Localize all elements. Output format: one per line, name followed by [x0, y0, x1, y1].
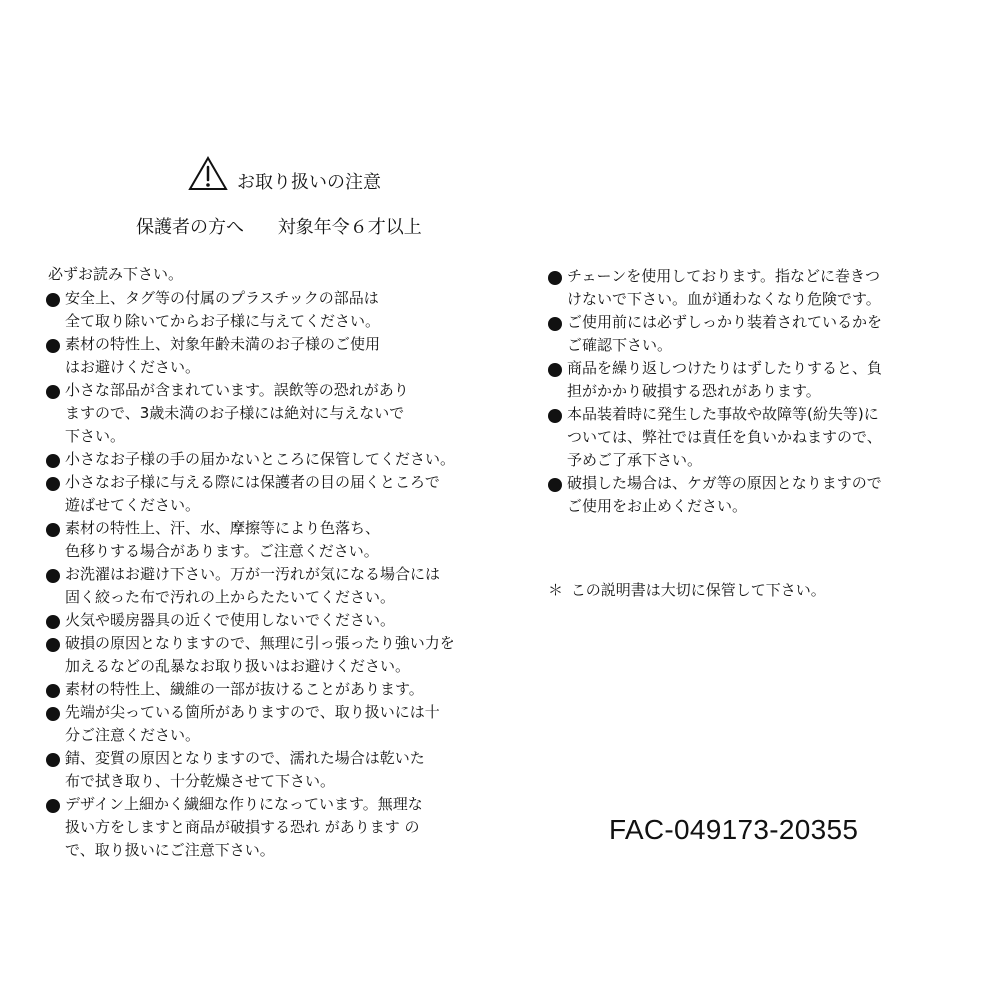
caution-item	[46, 747, 496, 793]
bullet-icon	[548, 363, 562, 377]
bullet-icon	[46, 477, 60, 491]
caution-text-line: チェーンを使用しております。指などに巻きつ	[567, 267, 881, 285]
bullet-icon	[548, 271, 562, 285]
caution-text-line: ますので、3歳未満のお子様には絶対に与えないで	[65, 404, 405, 422]
bullet-icon	[46, 339, 60, 353]
caution-text-line: 加えるなどの乱暴なお取り扱いはお避けください。	[65, 657, 411, 675]
caution-item	[46, 379, 496, 448]
caution-text-line: ご使用前には必ずしっかり装着されているかを	[567, 313, 883, 331]
bullet-icon	[46, 684, 60, 698]
caution-text-line: 下さい。	[65, 427, 126, 445]
caution-text-line: 布で拭き取り、十分乾燥させて下さい。	[65, 772, 336, 790]
caution-text-line: 破損した場合は、ケガ等の原因となりますので	[567, 474, 882, 492]
caution-text-line: 扱い方をしますと商品が破損する恐れ があります の	[65, 818, 420, 836]
caution-item	[548, 403, 958, 472]
right-caution-list	[548, 265, 958, 518]
product-code: FAC-049173-20355	[609, 814, 859, 845]
warning-icon	[188, 156, 228, 192]
caution-text-line: 全て取り除いてからお子様に与えてください。	[65, 312, 381, 330]
caution-text-line: 本品装着時に発生した事故や故障等(紛失等)に	[567, 405, 879, 423]
caution-text-line: 担がかかり破損する恐れがあります。	[567, 382, 821, 400]
bullet-icon	[548, 317, 562, 331]
caution-text-line: 小さなお子様の手の届かないところに保管してください。	[65, 450, 456, 468]
caution-item	[548, 472, 958, 518]
age-recommendation: 対象年令６才以上	[277, 217, 422, 238]
bullet-icon	[548, 478, 562, 492]
caution-item	[46, 517, 496, 563]
caution-item	[46, 563, 496, 609]
bullet-icon	[46, 385, 60, 399]
caution-item	[46, 333, 496, 379]
intro-text: 必ずお読み下さい。	[48, 265, 184, 283]
storage-note-text: この説明書は大切に保管して下さい。	[570, 581, 826, 599]
caution-text-line: デザイン上細かく繊細な作りになっています。無理な	[65, 795, 423, 813]
caution-text-line: ご確認下さい。	[567, 336, 673, 354]
bullet-icon	[46, 569, 60, 583]
caution-item	[46, 448, 496, 471]
caution-text-line: 素材の特性上、汗、水、摩擦等により色落ち、	[65, 519, 381, 537]
bullet-icon	[46, 799, 60, 813]
bullet-icon	[548, 409, 562, 423]
caution-text-line: 小さな部品が含まれています。誤飲等の恐れがあり	[65, 381, 409, 399]
caution-text-line: 色移りする場合があります。ご注意ください。	[65, 542, 379, 560]
caution-text-line: けないで下さい。血が通わなくなり危険です。	[567, 290, 881, 308]
page-title: お取り扱いの注意	[237, 172, 381, 193]
caution-item	[548, 265, 958, 311]
caution-text-line: 破損の原因となりますので、無理に引っ張ったり強い力を	[65, 634, 455, 652]
caution-item	[46, 471, 496, 517]
bullet-icon	[46, 454, 60, 468]
caution-item	[46, 793, 496, 862]
caution-text-line: ついては、弊社では責任を負いかねますので、	[567, 428, 882, 446]
subtitle	[136, 216, 422, 240]
caution-text-line: 素材の特性上、対象年齢未満のお子様のご使用	[65, 335, 381, 353]
caution-item	[548, 311, 958, 357]
caution-item	[46, 678, 496, 701]
caution-text-line: お洗濯はお避け下さい。万が一汚れが気になる場合には	[65, 565, 441, 583]
bullet-icon	[46, 615, 60, 629]
bullet-icon	[46, 753, 60, 767]
left-caution-list	[46, 287, 496, 862]
bullet-icon	[46, 523, 60, 537]
caution-text-line: 小さなお子様に与える際には保護者の目の届くところで	[65, 473, 440, 491]
title-row	[188, 156, 408, 196]
caution-text-line: 錆、変質の原因となりますので、濡れた場合は乾いた	[65, 749, 425, 767]
asterisk-mark: ＊	[548, 581, 564, 599]
bullet-icon	[46, 638, 60, 652]
guardian-note: 保護者の方へ	[136, 217, 244, 238]
storage-note	[548, 580, 826, 600]
caution-text-line: 予めご了承下さい。	[567, 451, 703, 469]
caution-item	[46, 632, 496, 678]
caution-text-line: 商品を繰り返しつけたりはずしたりすると、負	[567, 359, 883, 377]
caution-text-line: 遊ばせてください。	[65, 496, 201, 514]
caution-text-line: はお避けください。	[65, 358, 201, 376]
caution-text-line: 固く絞った布で汚れの上からたたいてください。	[65, 588, 396, 606]
caution-text-line: 先端が尖っている箇所がありますので、取り扱いには十	[65, 703, 440, 721]
caution-item	[548, 357, 958, 403]
caution-text-line: 火気や暖房器具の近くで使用しないでください。	[65, 611, 396, 629]
caution-item	[46, 609, 496, 632]
bullet-icon	[46, 707, 60, 721]
caution-text-line: 安全上、タグ等の付属のプラスチックの部品は	[65, 289, 379, 307]
caution-item	[46, 701, 496, 747]
caution-text-line: で、取り扱いにご注意下さい。	[65, 841, 275, 859]
caution-text-line: 分ご注意ください。	[65, 726, 201, 744]
caution-item	[46, 287, 496, 333]
caution-text-line: 素材の特性上、繊維の一部が抜けることがあります。	[65, 680, 424, 698]
bullet-icon	[46, 293, 60, 307]
caution-text-line: ご使用をお止めください。	[567, 497, 748, 515]
